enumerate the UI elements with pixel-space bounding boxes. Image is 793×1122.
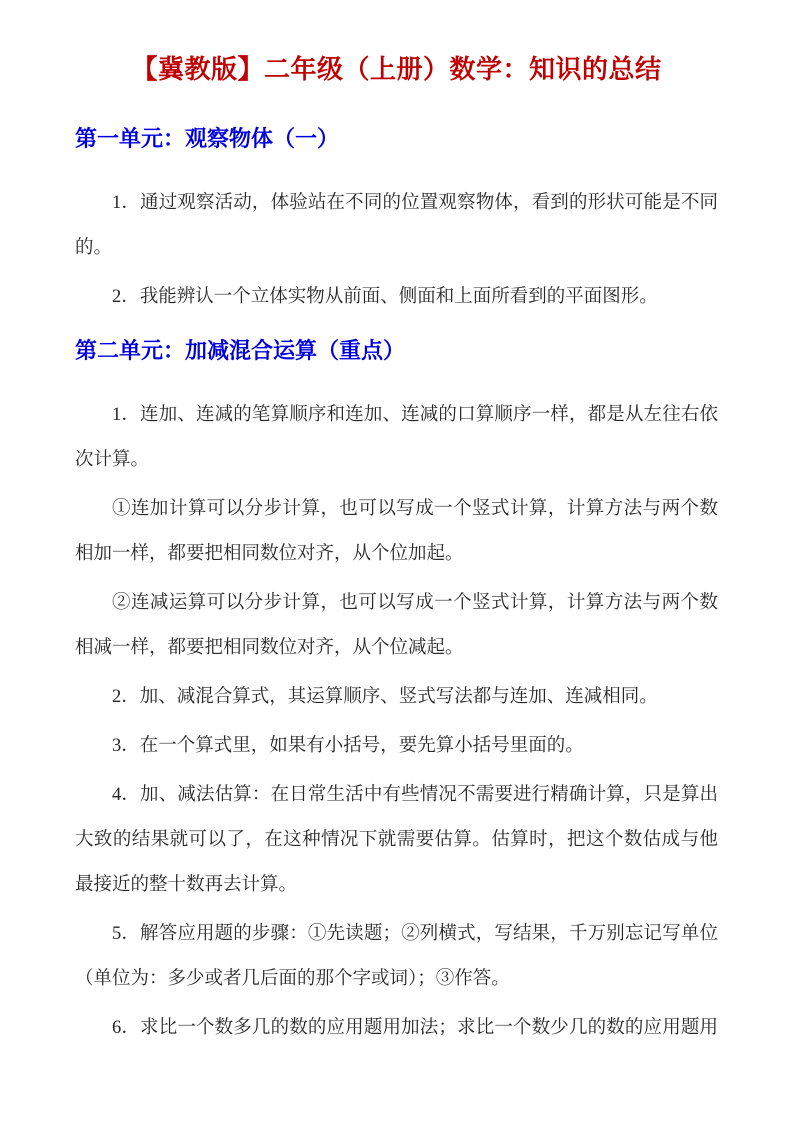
paragraph: 5．解答应用题的步骤：①先读题；②列横式，写结果，千万别忘记写单位（单位为：多少或者几后面的那个字或词）；③作答。 — [75, 924, 718, 989]
paragraph: 1．通过观察活动，体验站在不同的位置观察物体，看到的形状可能是不同的。 — [75, 193, 718, 258]
paragraph: ②连减运算可以分步计算，也可以写成一个竖式计算，计算方法与两个数相减一样，都要把相同数位对齐，从个位减起。 — [75, 593, 718, 658]
section-1-heading: 第一单元：观察物体（一） — [75, 126, 340, 151]
paragraph: 2．我能辨认一个立体实物从前面、侧面和上面所看到的平面图形。 — [112, 287, 658, 307]
paragraph: 1．连加、连减的笔算顺序和连加、连减的口算顺序一样，都是从左往右依次计算。 — [75, 405, 718, 470]
paragraph: 6．求比一个数多几的数的应用题用加法；求比一个数少几的数的应用题用 — [112, 1018, 718, 1038]
paragraph: 2．加、减混合算式，其运算顺序、竖式写法都与连加、连减相同。 — [112, 687, 658, 707]
section-2-heading: 第二单元：加减混合运算（重点） — [75, 338, 406, 363]
document-title: 【冀教版】二年级（上册）数学：知识的总结 — [131, 55, 662, 84]
paragraph: 3．在一个算式里，如果有小括号，要先算小括号里面的。 — [112, 736, 584, 756]
paragraph: ①连加计算可以分步计算，也可以写成一个竖式计算，计算方法与两个数相加一样，都要把相同数位对齐，从个位加起。 — [75, 499, 718, 564]
paragraph: 4．加、减法估算：在日常生活中有些情况不需要进行精确计算，只是算出大致的结果就可以了，在这种情况下就需要估算。估算时，把这个数估成与他最接近的整十数再去计算。 — [75, 785, 718, 895]
